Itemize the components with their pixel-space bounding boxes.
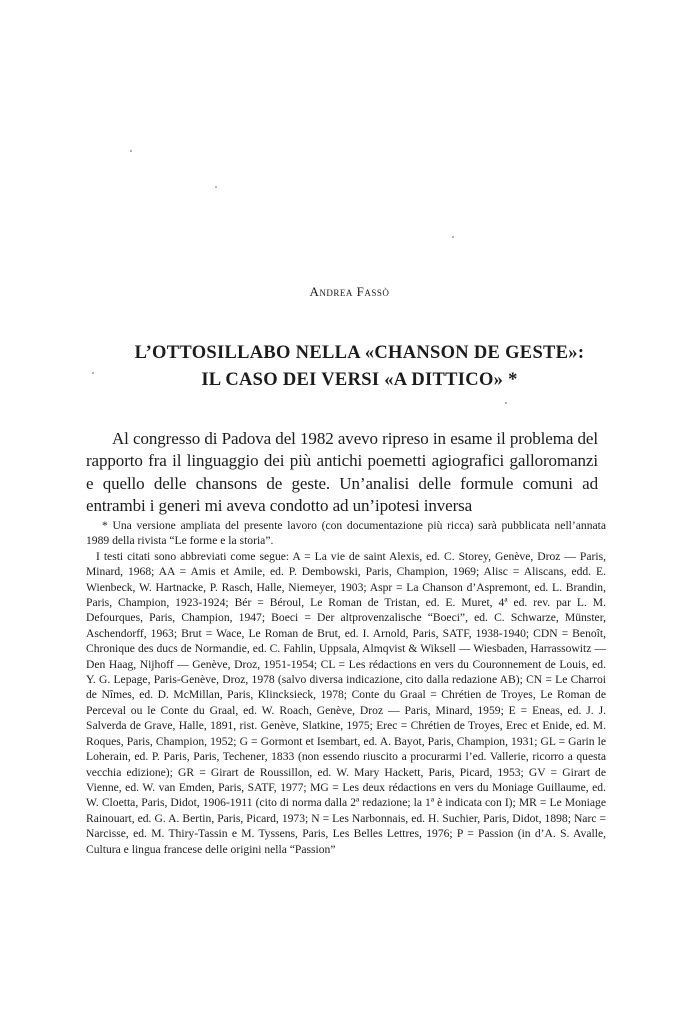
article-title-line-1: L’OTTOSILLABO NELLA «CHANSON DE GESTE»: (134, 343, 585, 363)
footnote-sigla: I testi citati sono abbreviati come segue: A = La vie de saint Alexis, ed. C. Storey, Genève, Droz — Paris, Minard, 1968; AA = Amis et Amile, ed. P. Dembowski, Paris, Champion, 1969; Alisc = Aliscans, edd. E. Wienbeck, W. Hartnacke, P. Rasch, Halle, Niemeyer, 1903; Aspr = La Chanson d’Aspremont, ed. L. Brandin, Paris, Champion, 1923-1924; Bér = Béroul, Le Roman de Tristan, ed. E. Muret, 4ª ed. rev. par L. M. Defourques, Paris, Champion, 1947; Boeci = Der altprovenzalische “Boeci”, ed. C. Schwarze, Münster, Aschendorff, 1963; Brut = Wace, Le Roman de Brut, ed. I. Arnold, Paris, SATF, 1938-1940; CDN = Benoît, Chronique des ducs de Normandie, ed. C. Fahlin, Uppsala, Almqvist & Wiksell — Wiesbaden, Harrassowitz — Den Haag, Nijhoff — Genève, Droz, 1951-1954; CL = Les rédactions en vers du Couronnement de Louis, ed. Y. G. Lepage, Paris-Genève, Droz, 1978 (salvo diversa indicazione, cito dalla redazione AB); CN = Le Charroi de Nîmes, ed. D. McMillan, Paris, Klincksieck, 1978; Conte du Graal = Chrétien de Troyes, Le Roman de Perceval ou le Conte du Graal, ed. W. Roach, Genève, Droz — Paris, Minard, 1959; E = Eneas, ed. J. J. Salverda de Grave, Halle, 1891, rist. Genève, Slatkine, 1975; Erec = Chrétien de Troyes, Erec et Enide, ed. M. Roques, Paris, Champion, 1952; G = Gormont et Isembart, ed. A. Bayot, Paris, Champion, 1931; GL = Garin le Loherain, ed. P. Paris, Paris, Techener, 1833 (non essendo riuscito a procurarmi l’ed. Vallerie, ricorro a questa vecchia edizione); GR = Girart de Roussillon, ed. W. Mary Hackett, Paris, Picard, 1953; GV = Girart de Vienne, ed. W. van Emden, Paris, SATF, 1977; MG = Les deux rédactions en vers du Moniage Guillaume, ed. W. Cloetta, Paris, Didot, 1906-1911 (cito di norma dalla 2ª redazione; la 1ª è indicata con I); MR = Le Moniage Rainouart, ed. G. A. Bertin, Paris, Picard, 1973; N = Les Narbonnais, ed. H. Suchier, Paris, Didot, 1898; Narc = Narcisse, ed. M. Thiry-Tassin e M. Tyssens, Paris, Les Belles Lettres, 1976; P = Passion (in d’A. S. Avalle, Cultura e lingua francese delle origini nella “Passion” (86, 549, 606, 856)
scan-speck (215, 186, 217, 188)
article-title-line-2: IL CASO DEI VERSI «A DITTICO» * (201, 370, 518, 390)
scan-speck (92, 372, 94, 374)
author-name: Andrea Fassò (309, 284, 390, 299)
footnotes (86, 518, 606, 857)
scan-speck (505, 402, 507, 404)
footnote-asterisk: * Una versione ampliata del presente lavoro (con documentazione più ricca) sarà pubblicata nell’annata 1989 della rivista “Le forme e la storia”. (86, 519, 606, 548)
scan-speck (130, 150, 132, 152)
body-paragraph: Al congresso di Padova del 1982 avevo ripreso in esame il problema del rapporto fra il linguaggio dei più antichi poemetti agiografici galloromanzi e quello delle chansons de geste. Un’analisi delle formule comuni ad entrambi i generi mi aveva condotto ad un’ipotesi inversa (86, 429, 598, 515)
scan-speck (452, 236, 454, 238)
